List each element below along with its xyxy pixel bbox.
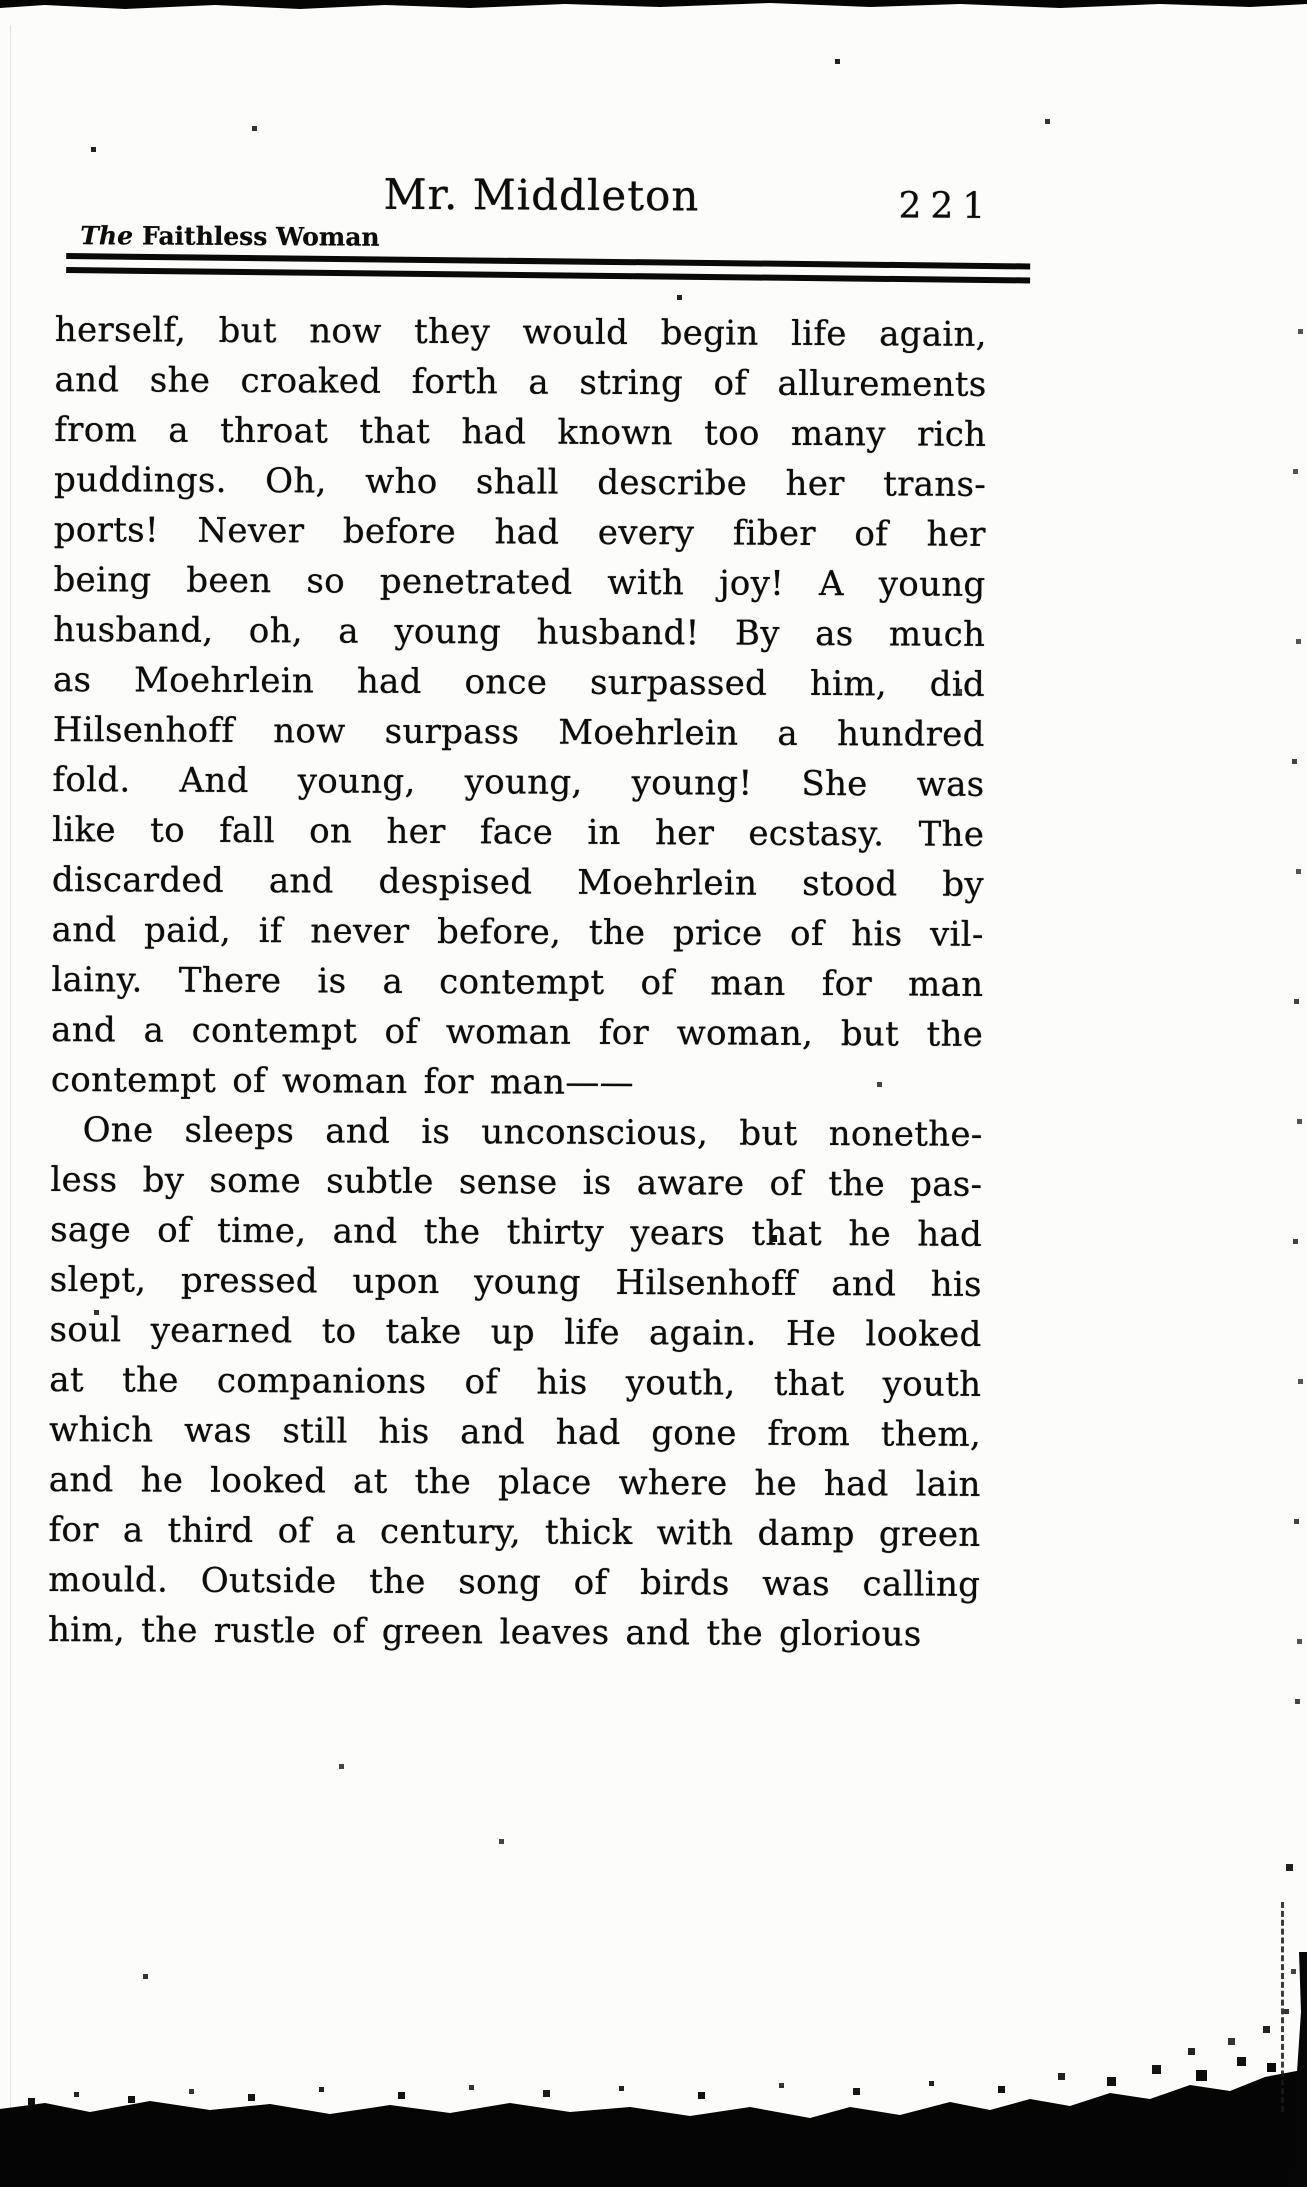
header-rule-top — [66, 253, 1030, 269]
text-line: soul yearned to take up life again. He looked — [49, 1309, 982, 1355]
text-line: which was still his and had gone from them, — [48, 1409, 982, 1455]
running-title — [80, 221, 379, 252]
text-line: less by some subtle sense is aware of the pas- — [50, 1159, 983, 1205]
page-fold-dashed-line — [1281, 1902, 1284, 2112]
header-rule-bottom — [66, 267, 1030, 283]
text-line: contempt of woman for man—— — [50, 1059, 634, 1104]
page-title: Mr. Middleton — [383, 169, 700, 221]
text-line: and she croaked forth a string of allurements — [54, 359, 987, 405]
text-line: slept, pressed upon young Hilsenhoff and his — [49, 1259, 982, 1305]
text-line: One sleeps and is unconscious, but nonethe- — [82, 1110, 983, 1155]
page-number: 221 — [898, 185, 995, 227]
text-line: him, the rustle of green leaves and the glorious — [47, 1609, 922, 1655]
text-line: Hilsenhoff now surpass Moehrlein a hundred — [52, 709, 985, 755]
text-line: mould. Outside the song of birds was calling — [48, 1559, 981, 1605]
text-line: discarded and despised Moehrlein stood by — [51, 859, 985, 905]
text-line: sage of time, and the thirty years that he had — [50, 1209, 983, 1255]
text-line: as Moehrlein had once surpassed him, did — [52, 659, 986, 705]
running-title-rest: Faithless Woman — [141, 221, 380, 252]
running-title-the: The — [80, 221, 134, 251]
paragraph — [48, 1105, 983, 1660]
body-text — [48, 305, 987, 1660]
text-line: like to fall on her face in her ecstasy. The — [52, 809, 985, 855]
text-line: husband, oh, a young husband! By as much — [53, 609, 986, 655]
text-line: lainy. There is a contempt of man for man — [51, 959, 984, 1005]
text-line: being been so penetrated with joy! A young — [53, 559, 986, 605]
scan-stray-dots — [0, 0, 3, 3]
text-line: herself, but now they would begin life again, — [54, 309, 987, 355]
text-line: for a third of a century, thick with damp green — [48, 1509, 981, 1555]
text-line: fold. And young, young, young! She was — [52, 759, 985, 805]
text-line: and he looked at the place where he had lain — [48, 1459, 981, 1505]
text-line: puddings. Oh, who shall describe her trans- — [53, 459, 987, 505]
text-line: at the companions of his youth, that youth — [49, 1359, 982, 1405]
text-line: ports! Never before had every fiber of her — [53, 509, 986, 555]
paragraph — [51, 305, 987, 1110]
text-line: from a throat that had known too many rich — [54, 409, 987, 455]
text-line: and paid, if never before, the price of his vil- — [51, 909, 984, 955]
text-line: and a contempt of woman for woman, but the — [51, 1009, 984, 1055]
